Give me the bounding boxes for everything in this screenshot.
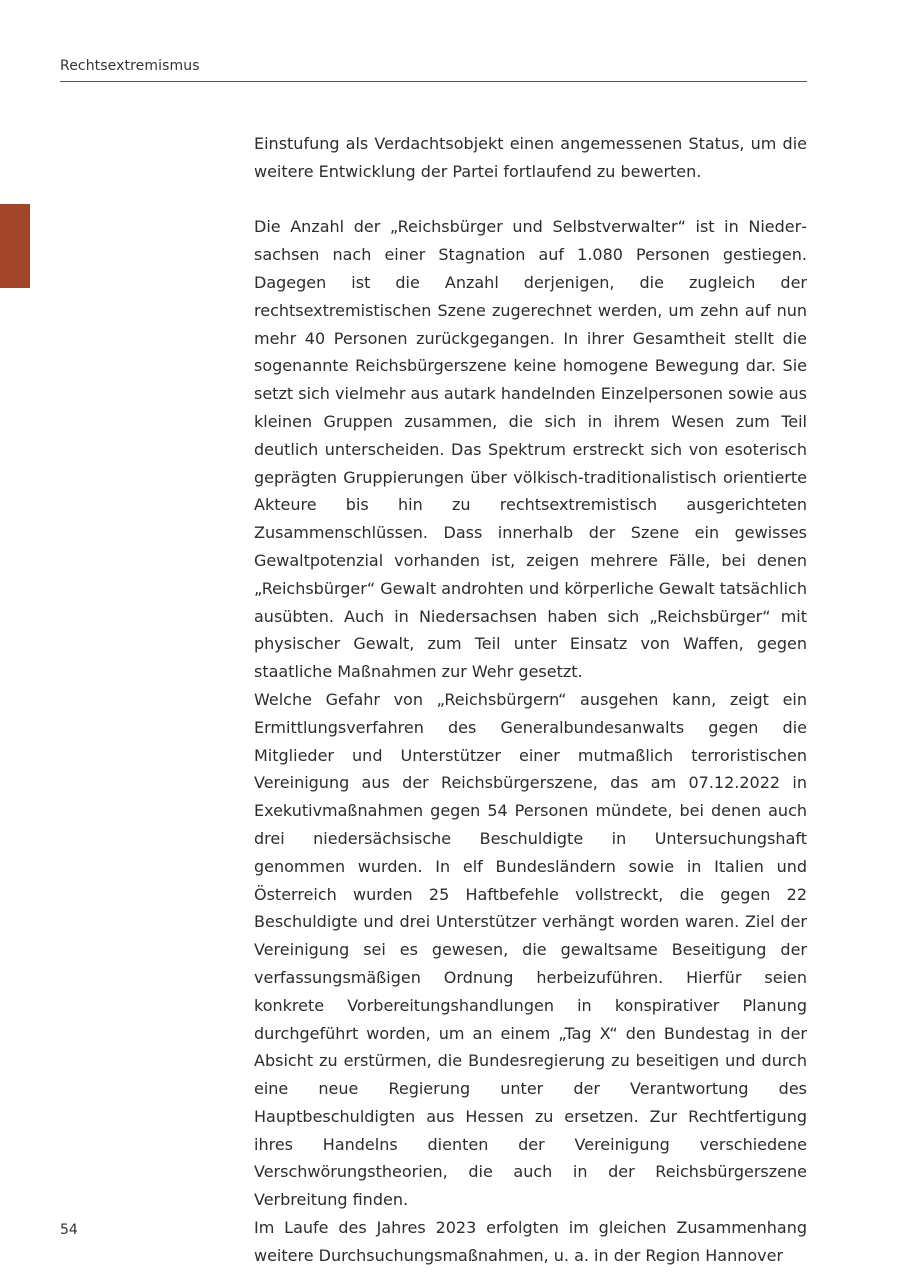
header-divider	[60, 81, 807, 82]
paragraph-2: Die Anzahl der „Reichsbürger und Selbstverwalter“ ist in Niedersachsen nach einer Stagnation auf 1.080 Personen gestiegen. Dagegen ist die Anzahl derjenigen, die zugleich der rechtsextremistischen Szene zugerechnet werden, um zehn auf nun mehr 40 Personen zurückgegangen. In ihrer Gesamtheit stellt die sogenannte Reichsbürgerszene keine homogene Bewegung dar. Sie setzt sich vielmehr aus autark handelnden Einzelpersonen sowie aus kleinen Gruppen zusammen, die sich in ihrem Wesen zum Teil deutlich unterscheiden. Das Spektrum erstreckt sich von esoterisch geprägten Gruppierungen über völkisch-traditionalistisch orientierte Akteure bis hin zu rechtsextremistisch ausgerichteten Zusammenschlüssen. Dass innerhalb der Szene ein gewisses Gewaltpotenzial vorhanden ist, zeigen mehrere Fälle, bei denen „Reichsbürger“ Gewalt androhten und körperliche Gewalt tatsächlich ausübten. Auch in Niedersachsen haben sich „Reichsbürger“ mit physischer Gewalt, zum Teil unter Einsatz von Waffen, gegen staatliche Maßnahmen zur Wehr gesetzt.	[254, 217, 807, 682]
paragraph-1: Einstufung als Verdachtsobjekt einen angemessenen Status, um die weitere Entwicklung der Partei fortlaufend zu bewerten.	[254, 134, 807, 181]
page-number: 54	[60, 1222, 78, 1238]
chapter-color-marker	[0, 204, 30, 288]
body-text	[254, 130, 807, 1270]
paragraph-3: Welche Gefahr von „Reichsbürgern“ ausgehen kann, zeigt ein Ermittlungsverfahren des Generalbundesanwalts gegen die Mitglieder und Unterstützer einer mutmaßlich terroristischen Vereinigung aus der Reichsbürgerszene, das am 07.12.2022 in Exekutivmaßnahmen gegen 54 Personen mündete, bei denen auch drei niedersächsische Beschuldigte in Untersuchungshaft genommen wurden. In elf Bundesländern sowie in Italien und Österreich wurden 25 Haftbefehle vollstreckt, die gegen 22 Beschuldigte und drei Unterstützer verhängt worden waren. Ziel der Vereinigung sei es gewesen, die gewaltsame Beseitigung der verfassungsmäßigen Ordnung herbeizuführen. Hierfür seien konkrete Vorbereitungshandlungen in konspirativer Planung durchgeführt worden, um an einem „Tag X“ den Bundestag in der Absicht zu erstürmen, die Bundesregierung zu beseitigen und durch eine neue Regierung unter der Verantwortung des Hauptbeschuldigten aus Hessen zu ersetzen. Zur Rechtfertigung ihres Handelns dienten der Vereinigung verschiedene Verschwörungstheorien, die auch in der Reichsbürgerszene Verbreitung finden.	[254, 689, 807, 1210]
paragraph-4: Im Laufe des Jahres 2023 erfolgten im gleichen Zusammenhang weitere Durchsuchungsmaßnahmen, u. a. in der Region Hannover	[254, 1218, 807, 1265]
running-header: Rechtsextremismus	[60, 58, 200, 74]
